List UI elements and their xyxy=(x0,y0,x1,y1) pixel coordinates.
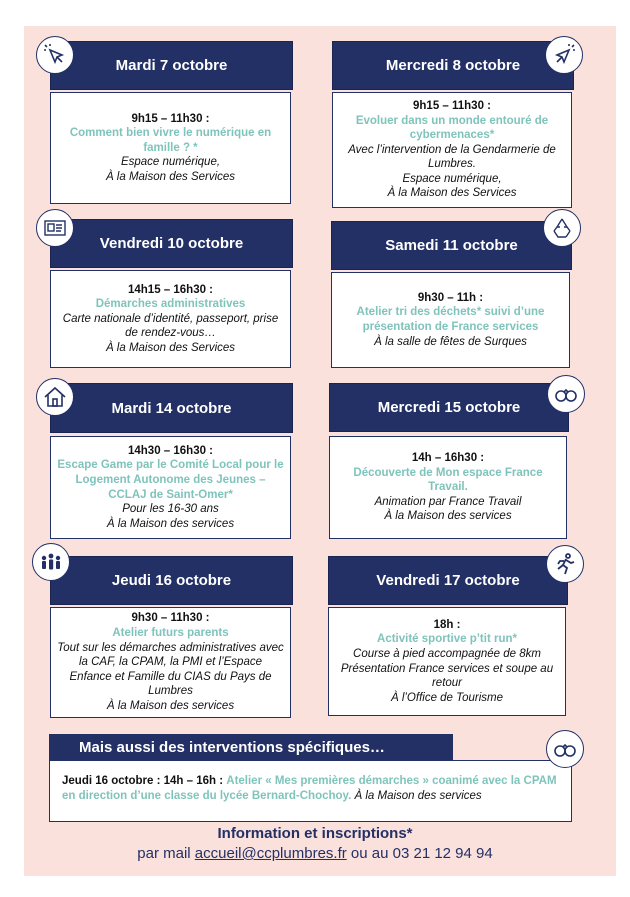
day-label: Samedi 11 octobre xyxy=(385,237,518,254)
extra-when: Jeudi 16 octobre : 14h – 16h : xyxy=(62,775,224,787)
event-day-heading xyxy=(329,383,569,432)
event-detail: Espace numérique, xyxy=(402,172,502,185)
event-day-heading xyxy=(50,41,293,90)
event-title: Atelier tri des déchets* suivi d’une présentation de France services xyxy=(356,306,545,333)
extra-heading xyxy=(49,734,453,760)
event-day-heading xyxy=(331,221,572,270)
day-label: Mercredi 15 octobre xyxy=(377,399,521,416)
event-title: Atelier futurs parents xyxy=(112,627,229,640)
event-title: Comment bien vivre le numérique en famille ? * xyxy=(69,127,272,154)
event-place: À la salle de fêtes de Surques xyxy=(374,335,527,348)
day-label: Mardi 14 octobre xyxy=(111,399,232,417)
binoculars-icon xyxy=(547,375,585,413)
event-detail: Carte nationale d’identité, passeport, prise de rendez-vous… xyxy=(62,312,279,340)
event-time: 9h30 – 11h30 : xyxy=(131,612,210,625)
extra-place: À la Maison des services xyxy=(354,790,482,802)
event-detail: Tout sur les démarches administratives avec la CAF, la CPAM, la PMI et l’Espace Enfance et Famille du CIAS du Pays de Lumbres xyxy=(57,641,284,698)
event-title: Découverte de Mon espace France Travail. xyxy=(353,466,543,494)
event-time: 14h30 – 16h30 : xyxy=(127,444,214,457)
info-contact-line xyxy=(0,844,630,864)
family-icon xyxy=(32,543,70,581)
house-icon xyxy=(36,378,74,416)
recycle-icon xyxy=(543,209,581,247)
event-place: À la Maison des Services xyxy=(105,341,236,354)
event-detail: Présentation France services et soupe au retour xyxy=(340,662,554,690)
event-time: 9h30 – 11h : xyxy=(417,291,484,304)
event-place: À la Maison des Services xyxy=(387,187,517,200)
day-label: Vendredi 17 octobre xyxy=(376,572,520,589)
info-prefix: par mail xyxy=(137,845,191,862)
event-day-heading xyxy=(50,556,293,605)
day-label: Vendredi 10 octobre xyxy=(99,235,244,252)
event-day-heading xyxy=(50,219,293,268)
day-label: Jeudi 16 octobre xyxy=(111,572,232,589)
event-time: 14h – 16h30 : xyxy=(411,452,485,465)
event-detail: Course à pied accompagnée de 8km xyxy=(353,647,541,660)
event-detail: Espace numérique, xyxy=(120,156,221,169)
event-time: 18h : xyxy=(433,618,461,631)
event-time: 9h15 – 11h30 : xyxy=(131,112,210,125)
event-title: Evoluer dans un monde entouré de cybermenaces* xyxy=(355,114,549,142)
event-place: À la Maison des services xyxy=(384,510,512,523)
id-card-icon xyxy=(36,209,74,247)
event-card xyxy=(50,92,291,204)
extra-title: Atelier « Mes premières démarches » coanimé avec la CPAM en direction d’une classe du lycée Bernard-Chochoy. xyxy=(62,775,557,802)
runner-icon xyxy=(546,545,584,583)
event-day-heading xyxy=(328,556,568,605)
event-title: Activité sportive p’tit run* xyxy=(377,633,517,646)
cursor-click-icon xyxy=(36,36,74,74)
event-card xyxy=(332,92,572,208)
event-detail: Avec l’intervention de la Gendarmerie de Lumbres. xyxy=(348,143,556,171)
day-label: Mercredi 8 octobre xyxy=(385,57,521,74)
event-place: À la Maison des services xyxy=(106,517,235,530)
event-card xyxy=(50,270,291,368)
info-heading: Information et inscriptions* xyxy=(217,825,413,842)
event-detail: Animation par France Travail xyxy=(374,495,522,508)
event-place: À la Maison des Services xyxy=(105,170,236,183)
day-label: Mardi 7 octobre xyxy=(115,57,228,74)
event-card xyxy=(329,436,567,539)
event-place: À l’Office de Tourisme xyxy=(390,691,504,704)
event-day-heading xyxy=(50,383,293,433)
event-card xyxy=(50,436,291,539)
event-title: Escape Game par le Comité Local pour le Logement Autonome des Jeunes – CCLAJ de Saint-Omer* xyxy=(57,459,284,501)
info-footer xyxy=(0,824,630,864)
event-day-heading xyxy=(332,41,574,90)
event-time: 9h15 – 11h30 : xyxy=(413,99,491,112)
event-card xyxy=(328,607,566,716)
extra-card xyxy=(49,760,572,822)
event-card xyxy=(331,272,570,368)
event-place: À la Maison des services xyxy=(106,699,235,712)
extra-heading-text: Mais aussi des interventions spécifiques… xyxy=(79,738,385,756)
event-card xyxy=(50,607,291,718)
email-link[interactable]: accueil@ccplumbres.fr xyxy=(194,845,347,862)
event-title: Démarches administratives xyxy=(95,298,246,311)
info-suffix: ou au 03 21 12 94 94 xyxy=(350,845,493,862)
binoculars-icon xyxy=(546,730,584,768)
cursor-click-icon xyxy=(545,36,583,74)
event-detail: Pour les 16-30 ans xyxy=(122,503,219,516)
event-time: 14h15 – 16h30 : xyxy=(127,283,214,296)
